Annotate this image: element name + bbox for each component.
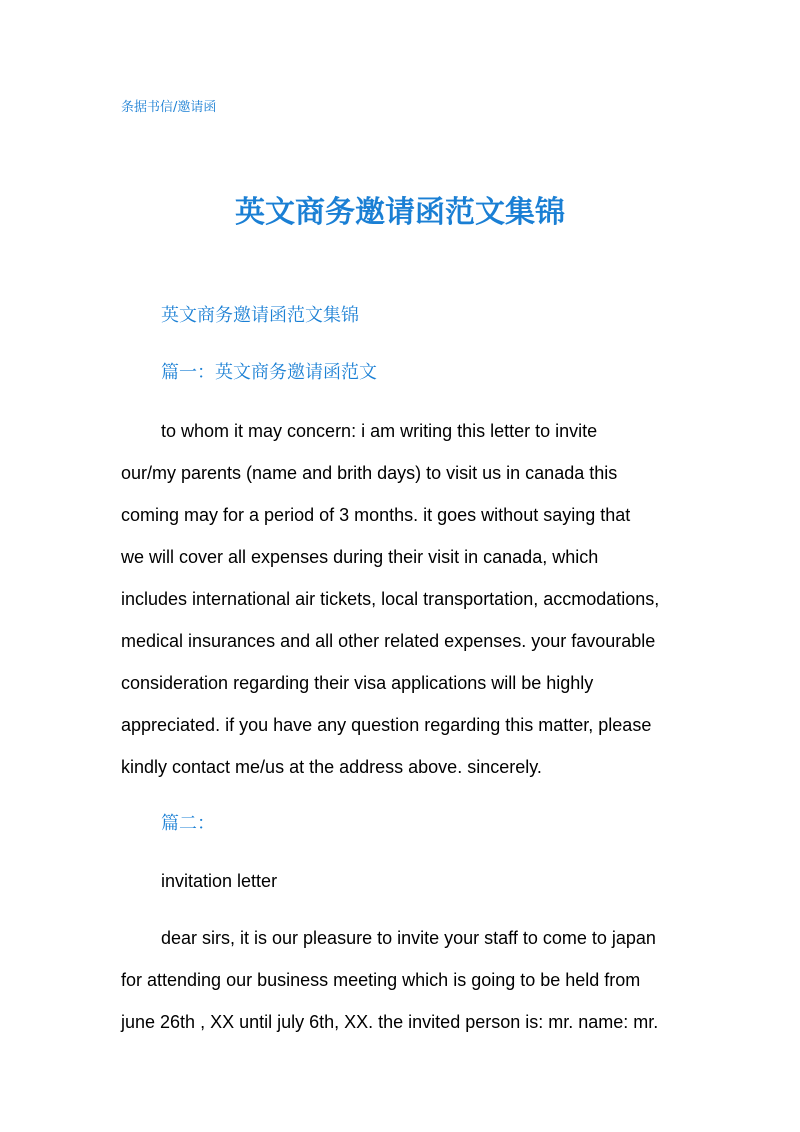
paragraph-line: for attending our business meeting which is going to be held from [121, 970, 641, 990]
paragraph-line: to whom it may concern: i am writing this letter to invite [161, 421, 598, 441]
paragraph-line: consideration regarding their visa applications will be highly [121, 673, 594, 693]
paragraph-line: medical insurances and all other related expenses. your favourable [121, 631, 656, 651]
section-heading-2: 篇二： [161, 813, 215, 834]
paragraph-line: kindly contact me/us at the address above. sincerely. [121, 757, 542, 777]
paragraph-line: invitation letter [161, 871, 278, 891]
document-title: 英文商务邀请函范文集锦 [235, 195, 565, 230]
paragraph-line: our/my parents (name and brith days) to visit us in canada this [121, 463, 618, 483]
paragraph-line: dear sirs, it is our pleasure to invite your staff to come to japan [161, 928, 656, 948]
section-heading-1: 篇一：英文商务邀请函范文 [161, 362, 377, 383]
paragraph-line: coming may for a period of 3 months. it goes without saying that [121, 505, 631, 525]
paragraph-line: we will cover all expenses during their visit in canada, which [121, 547, 599, 567]
paragraph-line: includes international air tickets, local transportation, accmodations, [121, 589, 660, 609]
paragraph-line: appreciated. if you have any question regarding this matter, please [121, 715, 652, 735]
paragraph-line: june 26th , XX until july 6th, XX. the invited person is: mr. name: mr. [121, 1012, 659, 1032]
document-subtitle: 英文商务邀请函范文集锦 [161, 305, 359, 326]
category-breadcrumb[interactable]: 条据书信/邀请函 [121, 100, 217, 115]
